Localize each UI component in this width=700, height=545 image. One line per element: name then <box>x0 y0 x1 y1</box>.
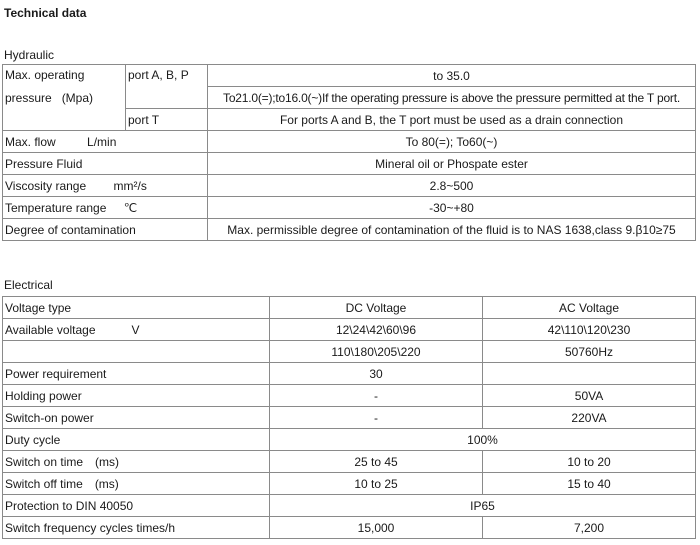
table-row <box>3 385 696 407</box>
dc-value: - <box>270 385 483 407</box>
row-unit: V <box>131 322 140 337</box>
temperature-unit: ℃ <box>123 200 138 215</box>
port-abp-label: port A, B, P <box>126 65 208 109</box>
electrical-row-label <box>3 363 270 385</box>
ac-value <box>483 363 696 385</box>
ac-value: 7,200 <box>483 517 696 539</box>
ac-value: 50760Hz <box>483 341 696 363</box>
table-row <box>3 65 696 87</box>
electrical-row-label <box>3 385 270 407</box>
port-t-value: For ports A and B, the T port must be used as a drain connection <box>208 109 696 131</box>
max-flow-unit: L/min <box>87 134 117 149</box>
max-pressure-label-line2: pressure (Mpa) <box>5 91 94 105</box>
table-row <box>3 341 696 363</box>
contamination-label: Degree of contamination <box>3 219 208 241</box>
merged-value: IP65 <box>270 495 696 517</box>
temperature-text: Temperature range <box>5 200 107 215</box>
row-unit: (ms) <box>95 454 120 469</box>
electrical-row-label <box>3 495 270 517</box>
electrical-row-label <box>3 297 270 319</box>
table-row <box>3 517 696 539</box>
table-row <box>3 319 696 341</box>
hydraulic-heading: Hydraulic <box>4 48 55 62</box>
ac-value: 10 to 20 <box>483 451 696 473</box>
row-unit: (ms) <box>94 476 119 491</box>
dc-value: 110\180\205\220 <box>270 341 483 363</box>
max-flow-label <box>3 131 208 153</box>
temperature-value: -30~+80 <box>208 197 696 219</box>
max-flow-text: Max. flow <box>5 134 56 149</box>
dc-value: DC Voltage <box>270 297 483 319</box>
dc-value: 15,000 <box>270 517 483 539</box>
ac-value: 42\110\120\230 <box>483 319 696 341</box>
table-row <box>3 131 696 153</box>
max-pressure-label-line1: Max. operating <box>5 68 85 82</box>
viscosity-value: 2.8~500 <box>208 175 696 197</box>
row-label-text: Protection to DIN 40050 <box>5 498 134 513</box>
viscosity-unit: mm²/s <box>113 178 147 193</box>
hydraulic-table <box>2 64 696 241</box>
ac-value: 15 to 40 <box>483 473 696 495</box>
port-abp-value-2: To21.0(=);to16.0(~)If the operating pressure is above the pressure permitted at the T port. <box>208 87 696 109</box>
electrical-row-label <box>3 517 270 539</box>
port-t-label: port T <box>126 109 208 131</box>
table-row <box>3 175 696 197</box>
page-title: Technical data <box>4 6 87 20</box>
electrical-row-label <box>3 473 270 495</box>
port-abp-value-1: to 35.0 <box>208 65 696 87</box>
table-row <box>3 451 696 473</box>
table-row <box>3 495 696 517</box>
electrical-row-label <box>3 341 270 363</box>
table-row <box>3 407 696 429</box>
ac-value: 220VA <box>483 407 696 429</box>
dc-value: 12\24\42\60\96 <box>270 319 483 341</box>
dc-value: 30 <box>270 363 483 385</box>
max-flow-value: To 80(=); To60(~) <box>208 131 696 153</box>
contamination-value: Max. permissible degree of contamination of the fluid is to NAS 1638,class 9.β10≥75 <box>208 219 696 241</box>
dc-value: 10 to 25 <box>270 473 483 495</box>
electrical-row-label <box>3 407 270 429</box>
dc-value: - <box>270 407 483 429</box>
table-row <box>3 363 696 385</box>
viscosity-text: Viscosity range <box>5 178 87 193</box>
row-label-text: Switch on time <box>5 454 84 469</box>
row-label-text: Switch-on power <box>5 410 94 425</box>
electrical-row-label <box>3 319 270 341</box>
table-row <box>3 429 696 451</box>
row-label-text: Voltage type <box>5 300 72 315</box>
merged-value: 100% <box>270 429 696 451</box>
table-row <box>3 219 696 241</box>
electrical-table <box>2 296 696 539</box>
row-label-text: Available voltage <box>5 322 96 337</box>
row-label-text: Duty cycle <box>5 432 61 447</box>
ac-value: 50VA <box>483 385 696 407</box>
electrical-row-label <box>3 429 270 451</box>
dc-value: 25 to 45 <box>270 451 483 473</box>
electrical-row-label <box>3 451 270 473</box>
table-row <box>3 473 696 495</box>
temperature-label <box>3 197 208 219</box>
row-label-text: Holding power <box>5 388 82 403</box>
row-label-text: Switch off time <box>5 476 83 491</box>
electrical-heading: Electrical <box>4 278 53 292</box>
fluid-label: Pressure Fluid <box>3 153 208 175</box>
row-label-text: Switch frequency cycles times/h <box>5 520 176 535</box>
table-row <box>3 197 696 219</box>
max-pressure-label <box>3 65 126 131</box>
ac-value: AC Voltage <box>483 297 696 319</box>
viscosity-label <box>3 175 208 197</box>
table-row <box>3 153 696 175</box>
fluid-value: Mineral oil or Phospate ester <box>208 153 696 175</box>
table-row <box>3 297 696 319</box>
row-label-text: Power requirement <box>5 366 107 381</box>
